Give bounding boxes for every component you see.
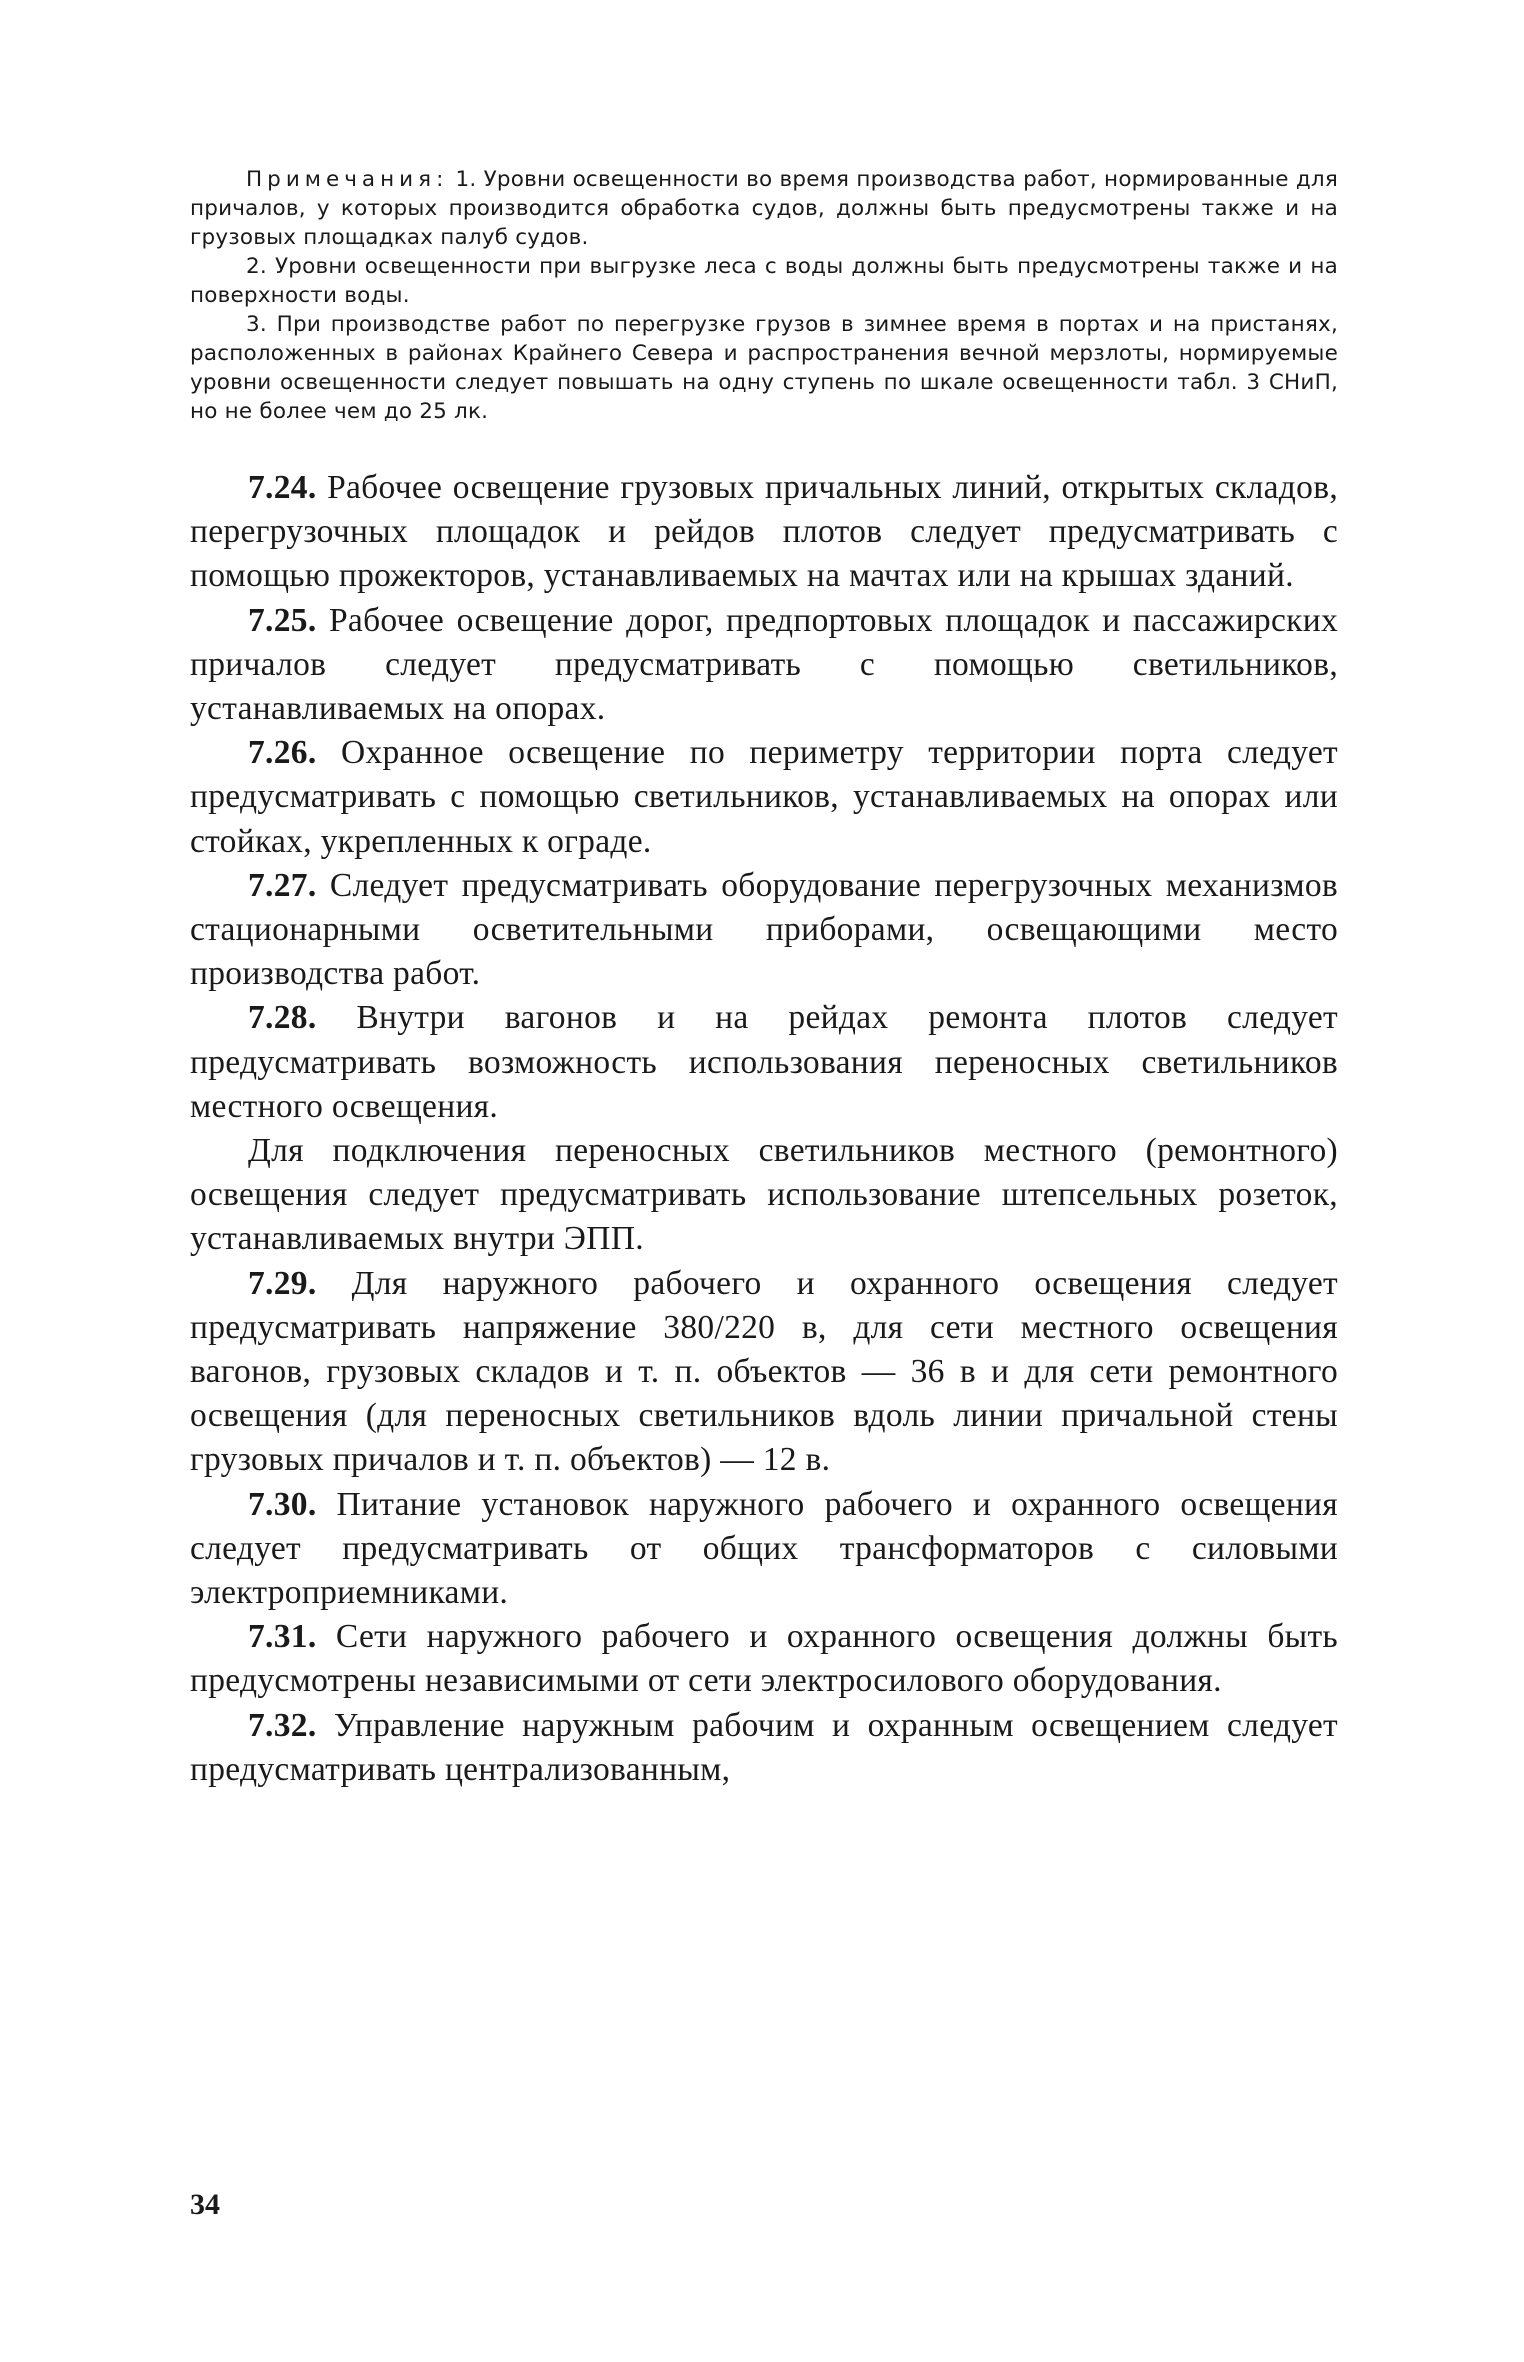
note-1 <box>190 165 1338 252</box>
paragraph-text: Рабочее освещение грузовых причальных линий, открытых складов, перегрузочных площадок и рейдов плотов следует предусматривать с помощью прожекторов, устанавливаемых на мачтах или на крышах зданий. <box>190 469 1338 595</box>
paragraph-7-30 <box>190 1483 1338 1616</box>
paragraph-text: Внутри вагонов и на рейдах ремонта плотов следует предусматривать возможность использования переносных светильников местного освещения. <box>190 999 1338 1125</box>
body-text <box>190 466 1338 1792</box>
paragraph-7-32 <box>190 1704 1338 1792</box>
note-1-text: 1. Уровни освещенности во время производства работ, нормированные для причалов, у которых производится обработка судов, должны быть предусмотрены также и на грузовых площадках палуб судов. <box>190 167 1338 250</box>
paragraph-number: 7.30. <box>248 1485 317 1523</box>
paragraph-number: 7.32. <box>248 1706 317 1744</box>
notes-heading: Примечания: <box>246 167 449 192</box>
note-2: 2. Уровни освещенности при выгрузке леса с воды должны быть предусмотрены также и на поверхности воды. <box>190 254 1338 308</box>
paragraph-7-25 <box>190 599 1338 732</box>
paragraph-number: 7.27. <box>248 866 317 904</box>
paragraph-text: Управление наружным рабочим и охранным освещением следует предусматривать централизованным, <box>190 1706 1338 1788</box>
paragraph-text: Охранное освещение по периметру территории порта следует предусматривать с помощью светильников, устанавливаемых на опорах или стойках, укрепленных к ограде. <box>190 734 1338 860</box>
paragraph-7-26 <box>190 731 1338 864</box>
paragraph-text: Питание установок наружного рабочего и охранного освещения следует предусматривать от общих трансформаторов с силовыми электроприемниками. <box>190 1485 1338 1612</box>
paragraph-7-27 <box>190 864 1338 997</box>
paragraph-7-28-continued <box>190 1129 1338 1262</box>
page-content <box>190 165 1338 1792</box>
paragraph-number: 7.24. <box>248 469 317 506</box>
paragraph-text: Сети наружного рабочего и охранного освещения должны быть предусмотрены независимыми от сети электросилового оборудования. <box>190 1618 1338 1700</box>
paragraph-number: 7.26. <box>248 734 317 772</box>
paragraph-7-29 <box>190 1262 1338 1483</box>
paragraph-number: 7.28. <box>248 999 317 1037</box>
paragraph-text: Для наружного рабочего и охранного освещения следует предусматривать напряжение 380/220 в, для сети местного освещения вагонов, грузовых складов и т. п. объектов — 36 в и для сети ремонтного освещения (для переносных светильников вдоль линии причальной стены грузовых причалов и т. п. объектов) — 12 в. <box>190 1264 1338 1479</box>
paragraph-number: 7.31. <box>248 1618 317 1656</box>
note-3: 3. При производстве работ по перегрузке грузов в зимнее время в портах и на пристанях, расположенных в районах Крайнего Севера и распространения вечной мерзлоты, нормируемые уровни освещенности следует повышать на одну ступень по шкале освещенности табл. 3 СНиП, но не более чем до 25 лк. <box>190 312 1338 424</box>
paragraph-text: Для подключения переносных светильников местного (ремонтного) освещения следует предусматривать использование штепсельных розеток, устанавливаемых внутри ЭПП. <box>190 1132 1338 1258</box>
paragraph-number: 7.29. <box>248 1264 317 1302</box>
notes-block <box>190 165 1338 426</box>
paragraph-7-28 <box>190 996 1338 1129</box>
paragraph-text: Рабочее освещение дорог, предпортовых площадок и пассажирских причалов следует предусматривать с помощью светильников, устанавливаемых на опорах. <box>190 601 1338 728</box>
page-number: 34 <box>190 2188 220 2221</box>
paragraph-7-31 <box>190 1615 1338 1703</box>
paragraph-text: Следует предусматривать оборудование перегрузочных механизмов стационарными осветительными приборами, освещающими место производства работ. <box>190 866 1338 993</box>
paragraph-number: 7.25. <box>248 601 317 639</box>
paragraph-7-24 <box>190 466 1338 599</box>
